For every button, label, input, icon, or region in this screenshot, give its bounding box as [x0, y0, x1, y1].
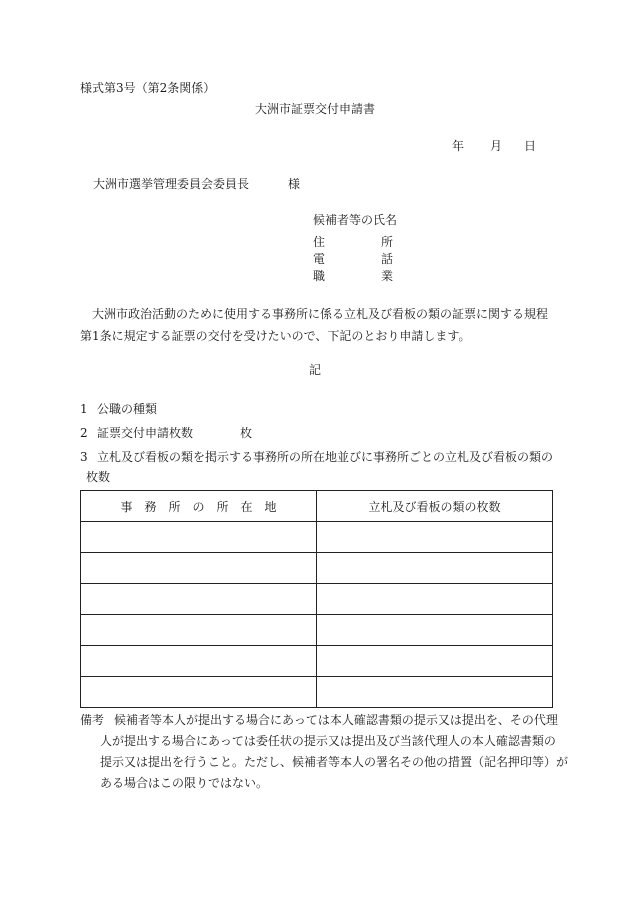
item-3-continuation: 枚数	[86, 470, 111, 484]
addressee-honorific: 様	[288, 177, 301, 191]
office-location-cell[interactable]	[81, 584, 317, 615]
note-line-1: 候補者等本人が提出する場合にあっては本人確認書類の提示又は提出を、その代理	[114, 713, 558, 727]
note-line-2: 人が提出する場合にあっては委任状の提示又は提出及び当該代理人の本人確認書類の	[100, 734, 556, 748]
sign-count-cell[interactable]	[317, 646, 553, 677]
sign-count-cell[interactable]	[317, 522, 553, 553]
sign-count-header: 立札及び看板の類の枚数	[317, 491, 553, 522]
date-year: 年	[452, 139, 465, 153]
item-3: 3 立札及び看板の類を掲示する事務所の所在地並びに事務所ごとの立札及び看板の類の	[80, 450, 554, 464]
office-location-cell[interactable]	[81, 522, 317, 553]
table-row	[81, 584, 553, 615]
applicant-address-label: 住 所	[313, 235, 393, 249]
table-row	[81, 646, 553, 677]
applicant-occupation-label: 職 業	[313, 269, 393, 283]
table-row	[81, 553, 553, 584]
item-1: 1 公職の種類	[80, 402, 158, 416]
table-row	[81, 522, 553, 553]
applicant-name-label: 候補者等の氏名	[313, 213, 398, 227]
sign-count-cell[interactable]	[317, 553, 553, 584]
addressee-name: 大洲市選挙管理委員会委員長	[93, 177, 250, 191]
application-statement: 大洲市政治活動のために使用する事務所に係る立札及び看板の類の証票に関する規程第1条に規定する証票の交付を受けたいので、下記のとおり申請します。	[80, 307, 549, 343]
office-signs-table	[80, 490, 553, 708]
sign-count-cell[interactable]	[317, 584, 553, 615]
note-line-4: ある場合はこの限りではない。	[100, 776, 269, 790]
record-heading: 記	[308, 363, 321, 377]
office-location-cell[interactable]	[81, 646, 317, 677]
table-row	[81, 677, 553, 708]
office-location-cell[interactable]	[81, 615, 317, 646]
sign-count-cell[interactable]	[317, 615, 553, 646]
form-number: 様式第3号（第2条関係）	[80, 81, 216, 95]
document-title: 大洲市証票交付申請書	[254, 102, 375, 116]
table-row	[81, 615, 553, 646]
note-line-3: 提示又は提出を行うこと。ただし、候補者等本人の署名その他の措置（記名押印等）が	[100, 755, 569, 769]
applicant-phone-label: 電 話	[313, 252, 393, 266]
office-location-cell[interactable]	[81, 553, 317, 584]
date-month: 月	[490, 139, 503, 153]
table-header-row	[81, 491, 553, 522]
item-2: 2 証票交付申請枚数 枚	[80, 426, 253, 440]
office-location-header: 事 務 所 の 所 在 地	[81, 491, 317, 522]
date-day: 日	[524, 139, 537, 153]
item-2-suffix: 枚	[240, 426, 253, 440]
office-location-cell[interactable]	[81, 677, 317, 708]
sign-count-cell[interactable]	[317, 677, 553, 708]
note-label: 備考	[80, 713, 105, 727]
